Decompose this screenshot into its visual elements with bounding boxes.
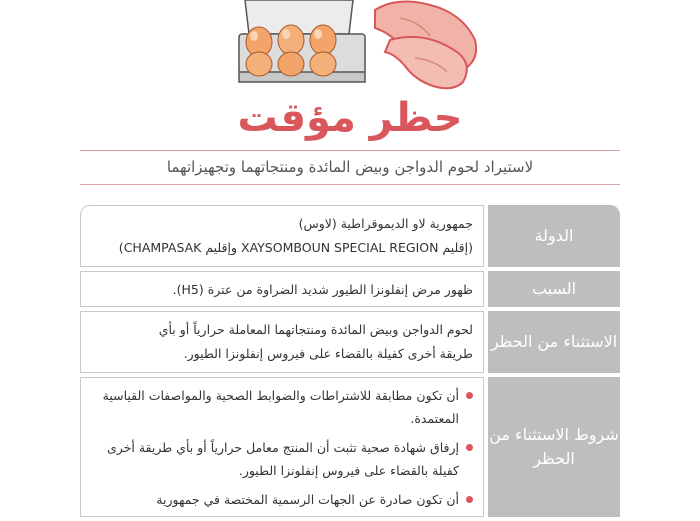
reason-text: ظهور مرض إنفلونزا الطيور شديد الضراوة من عترة (H5). — [172, 282, 473, 297]
conditions-list — [91, 384, 473, 511]
label-country: الدولة — [488, 205, 620, 267]
divider — [80, 184, 620, 185]
list-item: إرفاق شهادة صحية تثبت أن المنتج معامل حرارياً أو بأي طريقة أخرى كفيلة بالقضاء على فيروس إنفلونزا الطيور. — [91, 436, 473, 482]
country-line-2: (إقليم XAYSOMBOUN SPECIAL REGION وإقليم CHAMPASAK) — [118, 240, 473, 255]
value-country — [80, 205, 484, 267]
label-exception: الاستثناء من الحظر — [488, 311, 620, 373]
value-conditions — [80, 377, 484, 517]
table-row-exception — [80, 311, 620, 373]
page-subtitle: لاستيراد لحوم الدواجن وبيض المائدة ومنتجاتهما وتجهيزاتهما — [166, 158, 534, 176]
exception-line-1: لحوم الدواجن وبيض المائدة ومنتجاتهما المعاملة حرارياً أو بأي — [158, 322, 473, 337]
value-exception — [80, 311, 484, 373]
eggs-and-chicken-illustration — [225, 0, 485, 92]
exception-line-2: طريقة أخرى كفيلة بالقضاء على فيروس إنفلونزا الطيور. — [183, 346, 473, 361]
divider — [80, 150, 620, 151]
ban-details-table — [80, 205, 620, 521]
value-reason — [80, 271, 484, 307]
label-conditions: شروط الاستثناء من الحظر — [488, 377, 620, 517]
list-item: أن تكون مطابقة للاشتراطات والضوابط الصحية والمواصفات القياسية المعتمدة. — [91, 384, 473, 430]
label-reason: السبب — [488, 271, 620, 307]
page-title: حظر مؤقت — [237, 95, 463, 141]
table-row-reason — [80, 271, 620, 307]
egg-carton-icon — [239, 0, 365, 82]
table-row-conditions — [80, 377, 620, 517]
list-item: أن تكون صادرة عن الجهات الرسمية المختصة في جمهورية — [91, 488, 473, 511]
table-row-country — [80, 205, 620, 267]
country-line-1: جمهورية لاو الديموقراطية (لاوس) — [298, 216, 473, 231]
chicken-leg-icon — [375, 1, 476, 88]
